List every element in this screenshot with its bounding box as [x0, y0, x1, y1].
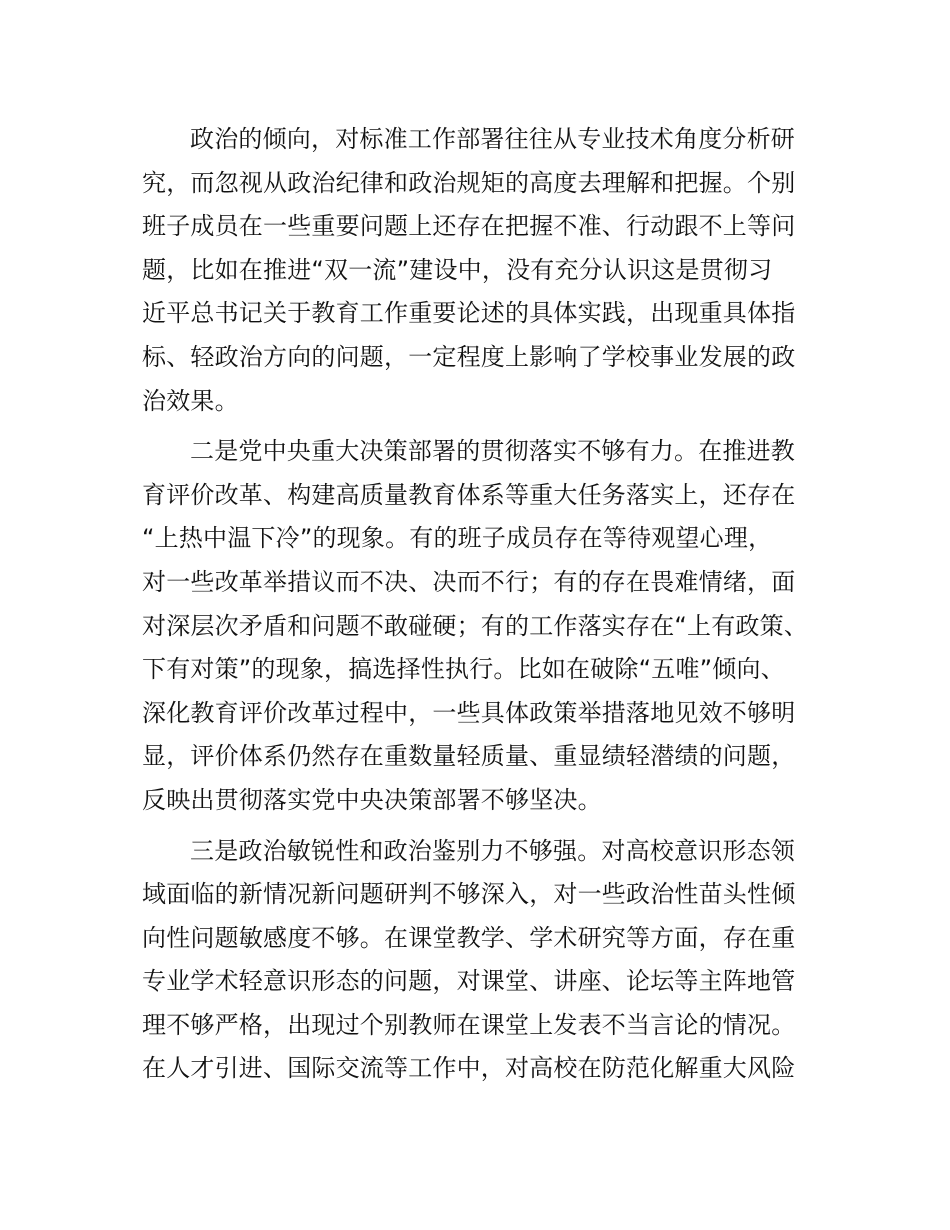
text-line: 政治的倾向，对标准工作部署往往从专业技术角度分析研 — [190, 125, 795, 153]
text-line: 向性问题敏感度不够。在课堂教学、学术研究等方面，存在重 — [142, 923, 796, 952]
text-line: “上热中温下冷”的现象。有的班子成员存在等待观望心理， — [142, 524, 773, 553]
text-line: 显，评价体系仍然存在重数量轻质量、重显绩轻潜绩的问题， — [142, 742, 796, 771]
paragraph-2 — [142, 430, 810, 822]
text-line: 三是政治敏锐性和政治鉴别力不够强。对高校意识形态领 — [190, 836, 795, 865]
text-line: 对深层次矛盾和问题不敢碰硬；有的工作落实存在“上有政策、 — [142, 611, 809, 640]
text-line: 在人才引进、国际交流等工作中，对高校在防范化解重大风险 — [142, 1054, 796, 1083]
text-line: 近平总书记关于教育工作重要论述的具体实践，出现重具体指 — [142, 299, 796, 328]
paragraph-3 — [142, 830, 810, 1092]
text-line: 题，比如在推进“双一流”建设中，没有充分认识这是贯彻习 — [142, 255, 773, 284]
text-line: 理不够严格，出现过个别教师在课堂上发表不当言论的情况。 — [142, 1010, 796, 1039]
text-line: 育评价改革、构建高质量教育体系等重大任务落实上，还存在 — [142, 480, 796, 509]
text-line: 二是党中央重大决策部署的贯彻落实不够有力。在推进教 — [190, 437, 795, 466]
text-line: 域面临的新情况新问题研判不够深入，对一些政治性苗头性倾 — [142, 880, 796, 909]
text-line: 班子成员在一些重要问题上还存在把握不准、行动跟不上等问 — [142, 212, 796, 241]
text-line: 标、轻政治方向的问题，一定程度上影响了学校事业发展的政 — [142, 342, 796, 371]
text-line: 下有对策”的现象，搞选择性执行。比如在破除“五唯”倾向、 — [142, 655, 785, 684]
text-line: 专业学术轻意识形态的问题，对课堂、讲座、论坛等主阵地管 — [142, 967, 796, 996]
text-line: 究，而忽视从政治纪律和政治规矩的高度去理解和把握。个别 — [142, 168, 796, 197]
text-line: 反映出贯彻落实党中央决策部署不够坚决。 — [142, 785, 602, 814]
document-body — [142, 118, 810, 1091]
paragraph-1 — [142, 118, 810, 423]
text-line: 治效果。 — [142, 386, 239, 415]
text-line: 对一些改革举措议而不决、决而不行；有的存在畏难情绪，面 — [142, 567, 796, 596]
text-line: 深化教育评价改革过程中，一些具体政策举措落地见效不够明 — [142, 698, 796, 727]
